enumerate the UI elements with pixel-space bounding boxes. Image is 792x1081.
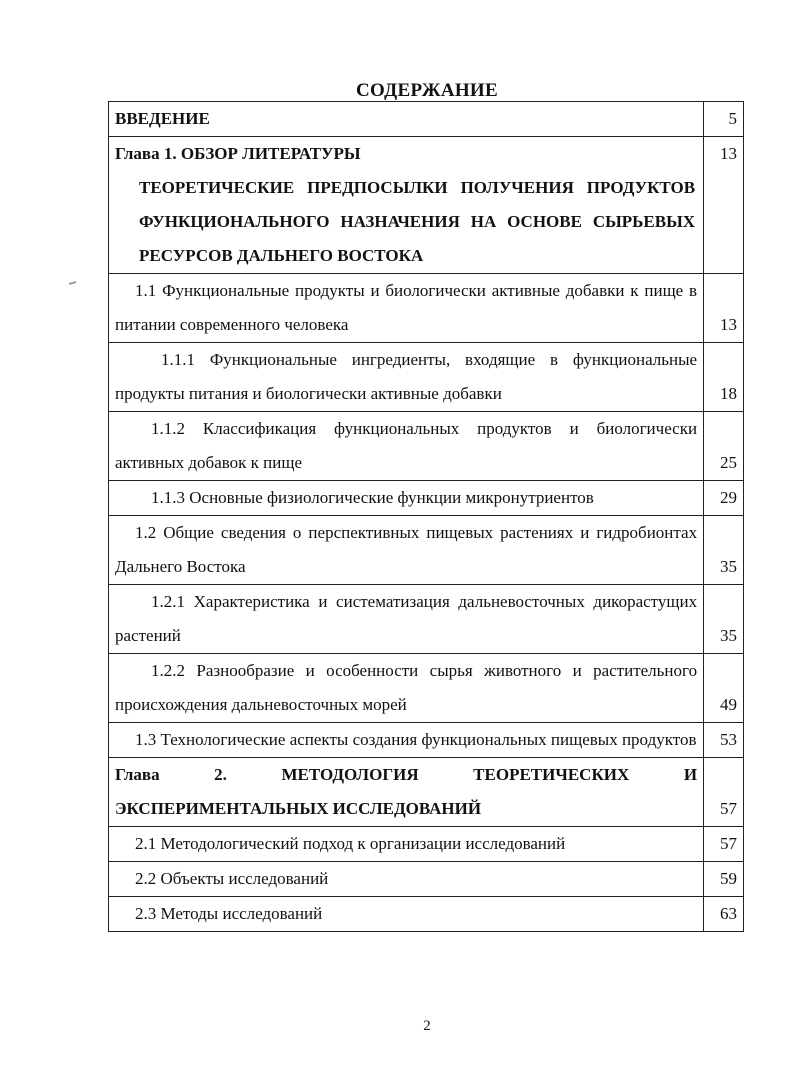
- toc-entry-text: 1.1.2 Классификация функциональных продуктов и биологически активных добавок к пище: [115, 419, 698, 472]
- scan-mark: [69, 281, 76, 285]
- chapter-heading: Глава 2. МЕТОДОЛОГИЯ ТЕОРЕТИЧЕСКИХ И ЭКСПЕРИМЕНТАЛЬНЫХ ИССЛЕДОВАНИЙ: [115, 765, 698, 818]
- toc-row: [109, 343, 744, 412]
- page-number: 2: [423, 1018, 431, 1034]
- chapter-subtitle: ТЕОРЕТИЧЕСКИЕ ПРЕДПОСЫЛКИ ПОЛУЧЕНИЯ ПРОДУКТОВ ФУНКЦИОНАЛЬНОГО НАЗНАЧЕНИЯ НА ОСНОВЕ СЫРЬЕВЫХ РЕСУРСОВ ДАЛЬНЕГО ВОСТОКА: [139, 178, 696, 265]
- chapter-heading: Глава 1. ОБЗОР ЛИТЕРАТУРЫ: [115, 144, 361, 163]
- toc-page-number: 59: [704, 862, 744, 897]
- toc-entry-text: 1.3 Технологические аспекты создания функциональных пищевых продуктов: [135, 730, 697, 749]
- toc-table: [108, 101, 744, 932]
- toc-row: [109, 412, 744, 481]
- toc-row: [109, 723, 744, 758]
- toc-row: [109, 274, 744, 343]
- toc-page-number: 57: [704, 758, 744, 827]
- toc-row: [109, 654, 744, 723]
- toc-page-number: 57: [704, 827, 744, 862]
- toc-row: [109, 137, 744, 274]
- toc-page-number: 63: [704, 897, 744, 932]
- toc-row: [109, 585, 744, 654]
- toc-row: [109, 827, 744, 862]
- toc-row: [109, 897, 744, 932]
- toc-entry-text: 1.1.1 Функциональные ингредиенты, входящие в функциональные продукты питания и биологически активные добавки: [115, 350, 698, 403]
- toc-entry-text: 1.2.1 Характеристика и систематизация дальневосточных дикорастущих растений: [115, 592, 698, 645]
- toc-entry-text: 1.1.3 Основные физиологические функции микронутриентов: [151, 488, 594, 507]
- toc-page-number: 29: [704, 481, 744, 516]
- toc-page-number: 49: [704, 654, 744, 723]
- toc-page-number: 5: [704, 102, 744, 137]
- toc-page-number: 13: [704, 137, 744, 274]
- toc-heading: СОДЕРЖАНИЕ: [356, 80, 498, 101]
- toc-page-number: 35: [704, 585, 744, 654]
- toc-entry-text: 2.2 Объекты исследований: [135, 869, 329, 888]
- toc-page-number: 25: [704, 412, 744, 481]
- toc-entry-text: 2.1 Методологический подход к организации исследований: [135, 834, 566, 853]
- toc-entry-text: 1.2.2 Разнообразие и особенности сырья животного и растительного происхождения дальневосточных морей: [115, 661, 698, 714]
- toc-entry-text: 2.3 Методы исследований: [135, 904, 323, 923]
- toc-row: [109, 481, 744, 516]
- toc-page-number: 53: [704, 723, 744, 758]
- toc-row: [109, 862, 744, 897]
- toc-entry-text: 1.2 Общие сведения о перспективных пищевых растениях и гидробионтах Дальнего Востока: [115, 523, 698, 576]
- toc-row: [109, 758, 744, 827]
- toc-entry-text: 1.1 Функциональные продукты и биологически активные добавки к пище в питании современного человека: [115, 281, 698, 334]
- toc-row: [109, 516, 744, 585]
- toc-page-number: 35: [704, 516, 744, 585]
- toc-row: [109, 102, 744, 137]
- toc-entry-text: ВВЕДЕНИЕ: [115, 109, 210, 128]
- toc-page-number: 18: [704, 343, 744, 412]
- toc-page-number: 13: [704, 274, 744, 343]
